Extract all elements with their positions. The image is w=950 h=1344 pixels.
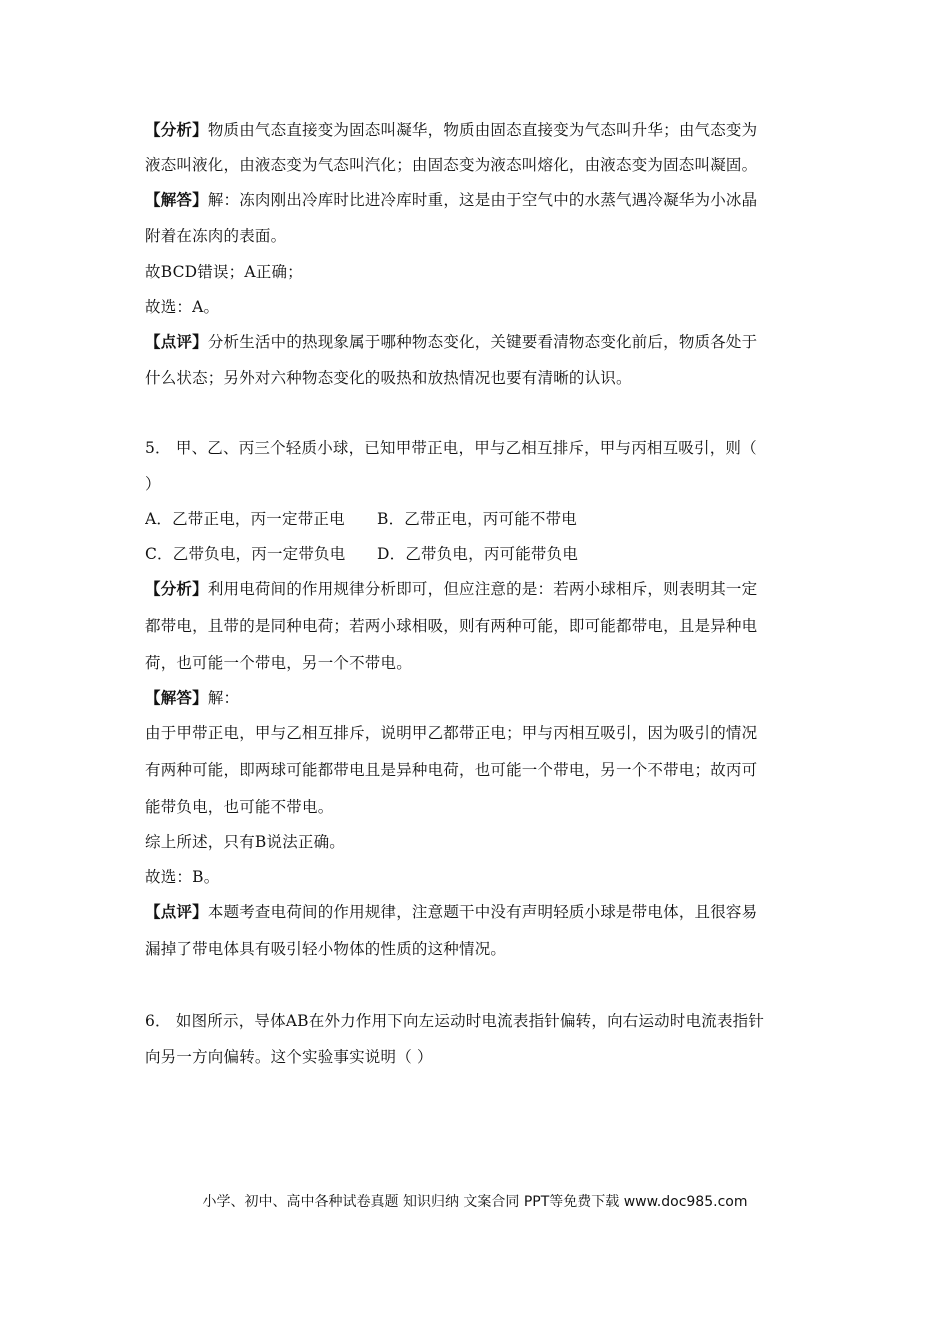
q4-comment-text-1: 分析生活中的热现象属于哪种物态变化，关键要看清物态变化前后，物质各处于	[207, 333, 758, 351]
q4-analysis-text-1: 物质由气态直接变为固态叫凝华，物质由固态直接变为气态叫升华；由气态变为	[207, 121, 758, 139]
q5-answer-line-5: 故选：B。	[145, 868, 220, 886]
analysis-tag: 【分析】	[145, 121, 208, 139]
q4-answer-line-2: 附着在冻肉的表面。	[145, 227, 287, 245]
comment-tag: 【点评】	[145, 903, 208, 921]
q5-answer-line-2: 有两种可能，即两球可能都带电且是异种电荷，也可能一个带电，另一个不带电；故丙可	[145, 761, 758, 779]
q4-analysis-line-1	[145, 120, 813, 140]
q5-answer-line-0	[145, 688, 813, 708]
q4-answer-text-1: 解：冻肉刚出冷库时比进冷库时重，这是由于空气中的水蒸气遇冷凝华为小冰晶	[207, 191, 758, 209]
q5-analysis-line-3: 荷，也可能一个带电，另一个不带电。	[145, 654, 412, 672]
q5-option-a: A．乙带正电，丙一定带正电	[145, 510, 345, 528]
q5-analysis-text-1: 利用电荷间的作用规律分析即可，但应注意的是：若两小球相斥，则表明其一定	[207, 580, 758, 598]
q6-stem-line-2: 向另一方向偏转。这个实验事实说明（ ）	[145, 1048, 433, 1066]
q5-option-c: C．乙带负电，丙一定带负电	[145, 545, 346, 563]
q5-option-b: B．乙带正电，丙可能不带电	[377, 510, 577, 528]
q5-analysis-line-2: 都带电，且带的是同种电荷；若两小球相吸，则有两种可能，即可能都带电，且是异种电	[145, 617, 758, 635]
q4-comment-line-1	[145, 332, 813, 352]
q5-option-d: D．乙带负电，丙可能带负电	[377, 545, 579, 563]
q4-answer-line-3: 故BCD错误；A正确；	[145, 263, 303, 281]
q5-analysis-line-1	[145, 579, 813, 599]
q4-answer-line-4: 故选：A。	[145, 298, 220, 316]
q5-comment-line-2: 漏掉了带电体具有吸引轻小物体的性质的这种情况。	[145, 940, 507, 958]
q4-analysis-line-2: 液态叫液化，由液态变为气态叫汽化；由固态变为液态叫熔化，由液态变为固态叫凝固。	[145, 156, 758, 174]
q5-answer-text-0: 解：	[207, 689, 240, 707]
q4-answer-line-1	[145, 190, 813, 210]
q5-options-row-2	[145, 544, 813, 564]
q5-comment-text-1: 本题考查电荷间的作用规律，注意题干中没有声明轻质小球是带电体，且很容易	[207, 903, 758, 921]
q5-stem-line-1: 5． 甲、乙、丙三个轻质小球，已知甲带正电，甲与乙相互排斥，甲与丙相互吸引，则（	[145, 439, 757, 457]
q6-stem-line-1: 6． 如图所示，导体AB在外力作用下向左运动时电流表指针偏转，向右运动时电流表指针	[145, 1012, 765, 1030]
q5-options-row-1	[145, 509, 813, 529]
q5-answer-line-1: 由于甲带正电，甲与乙相互排斥，说明甲乙都带正电；甲与丙相互吸引，因为吸引的情况	[145, 724, 758, 742]
q5-answer-line-3: 能带负电，也可能不带电。	[145, 798, 334, 816]
analysis-tag: 【分析】	[145, 580, 208, 598]
q5-answer-line-4: 综上所述，只有B说法正确。	[145, 833, 345, 851]
q5-stem-line-2: ）	[145, 475, 161, 493]
q4-comment-line-2: 什么状态；另外对六种物态变化的吸热和放热情况也要有清晰的认识。	[145, 369, 632, 387]
comment-tag: 【点评】	[145, 333, 208, 351]
answer-tag: 【解答】	[145, 689, 208, 707]
answer-tag: 【解答】	[145, 191, 208, 209]
page-footer: 小学、初中、高中各种试卷真题 知识归纳 文案合同 PPT等免费下载 www.doc985.com	[202, 1194, 748, 1210]
q5-comment-line-1	[145, 902, 813, 922]
